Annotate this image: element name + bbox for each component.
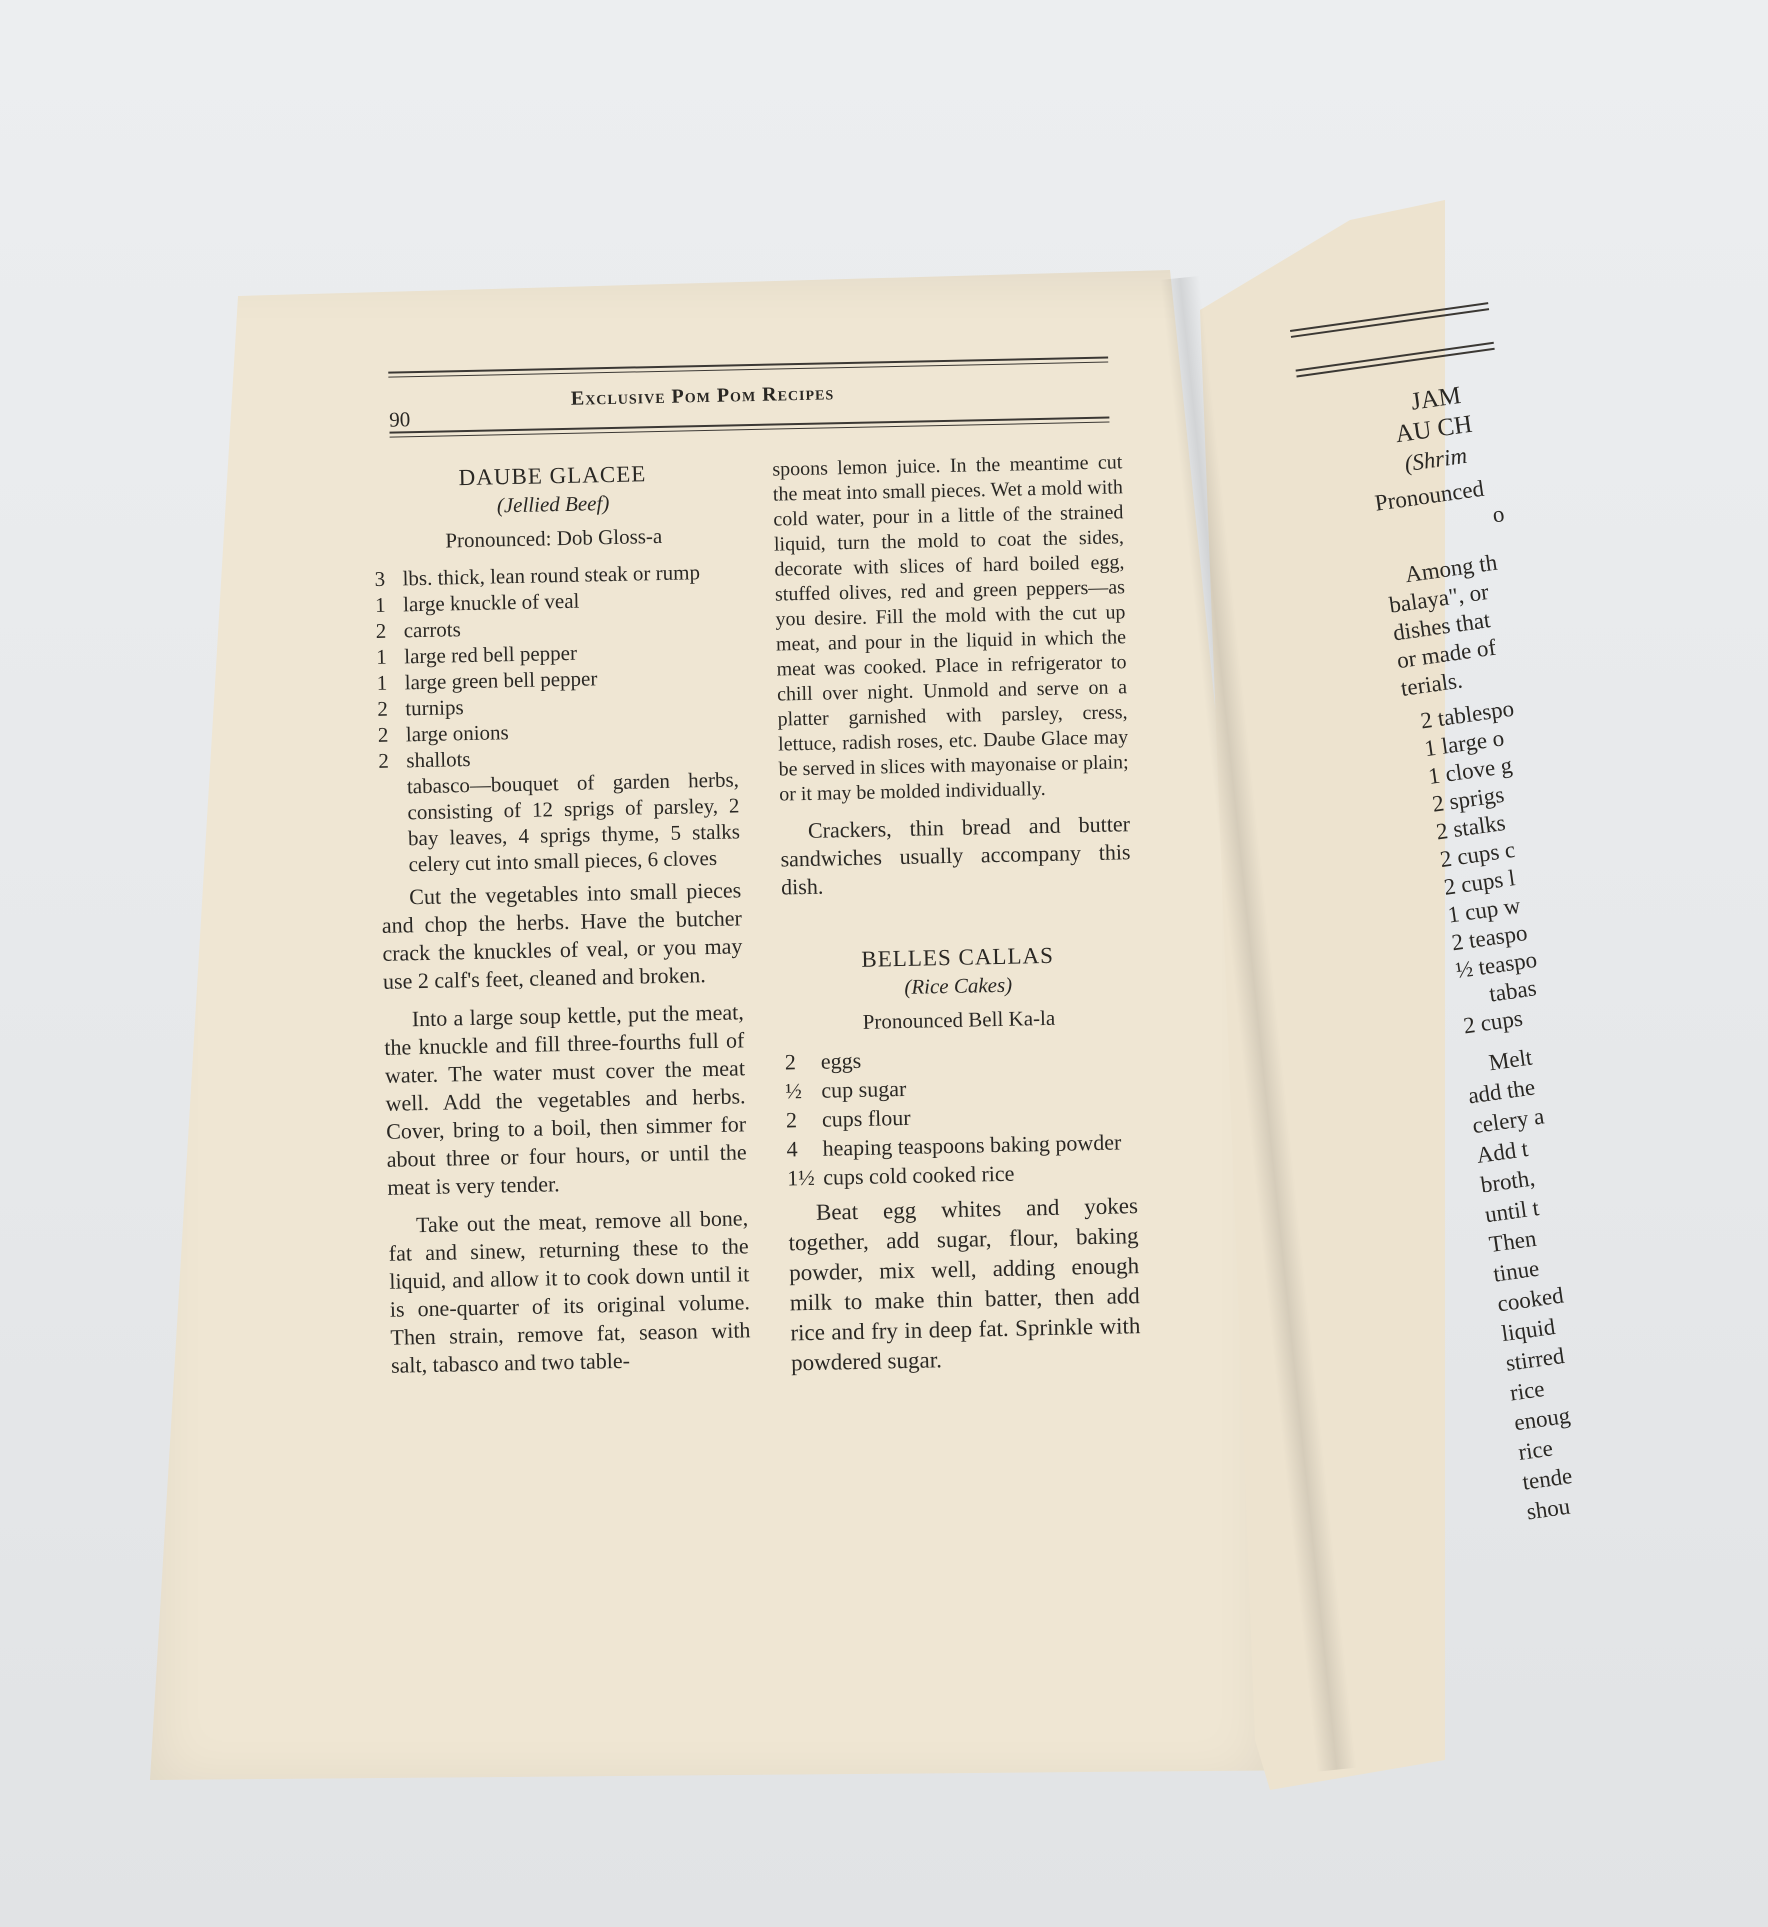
text-fragment: or made of xyxy=(1395,634,1498,674)
text-fragment: rice xyxy=(1516,1435,1555,1466)
recipe-title-fragment: JAM xyxy=(1409,382,1463,416)
ingredient-text: large red bell pepper xyxy=(403,640,578,669)
text-fragment: dishes that xyxy=(1391,607,1492,646)
ingredient-qty: 2 xyxy=(784,1049,797,1075)
pronunciation-fragment: o xyxy=(1490,501,1506,528)
text-fragment: terials. xyxy=(1399,667,1465,701)
instruction-paragraph: Into a large soup kettle, put the meat, the knuckle and fill three-fourths full of water. The water must cover the meat well. Add the vegetables and herbs. Cover, bring to a boil, then simmer for about three or four hours, or until the meat is very tender. xyxy=(384,999,747,1200)
text-fragment: balaya", or xyxy=(1387,579,1491,618)
ingredient-text: cup sugar xyxy=(821,1075,907,1103)
ingredient-qty: 3 xyxy=(374,566,386,591)
ingredient-qty: 2 xyxy=(378,748,390,773)
ingredient-qty: 2 xyxy=(375,618,387,643)
ingredient-text: large onions xyxy=(405,720,509,747)
header-rule xyxy=(1296,342,1494,372)
ingredient-text: cups cold cooked rice xyxy=(822,1160,1015,1190)
herbs-list: tabasco—bouquet of garden herbs, consisting of 12 sprigs of parsley, 2 bay leaves, 4 sprigs thyme, 5 stalks celery cut into small pieces, 6 cloves xyxy=(406,767,741,877)
ingredient-text: eggs xyxy=(820,1047,862,1074)
text-fragment: Add t xyxy=(1474,1135,1530,1168)
ingredient-text: large green bell pepper xyxy=(404,666,598,695)
ingredient-qty: 2 xyxy=(785,1107,798,1133)
text-fragment: rice xyxy=(1508,1376,1546,1406)
text-fragment: tinue xyxy=(1491,1255,1541,1287)
left-column xyxy=(372,452,751,1389)
instruction-paragraph: Take out the meat, remove all bone, fat and sinew, returning these to the liquid, and allow it to cook down until it is one-quarter of its original volume. Then strain, remove fat, season with salt, tabasco and two table- xyxy=(388,1205,751,1378)
ingredient-text: turnips xyxy=(405,695,464,721)
text-fragment: Then xyxy=(1487,1225,1538,1258)
running-head: Exclusive Pom Pom Recipes xyxy=(570,382,835,410)
page-number: 90 xyxy=(389,407,411,432)
ingredient-qty: 1 xyxy=(375,644,387,669)
ingredient-qty: 1 xyxy=(374,592,386,617)
header-rule-top xyxy=(388,357,1108,374)
instruction-paragraph: Cut the vegetables into small pieces and chop the herbs. Have the butcher crack the knuckles of veal, or you may use 2 calf's feet, cleaned and broken. xyxy=(381,877,743,994)
text-fragment: enoug xyxy=(1512,1402,1572,1436)
right-column xyxy=(772,444,1142,1388)
ingredient-qty: 1½ xyxy=(786,1164,815,1191)
ingredient-fragment: 2 sprigs xyxy=(1430,781,1506,817)
text-fragment: celery a xyxy=(1470,1103,1546,1139)
left-page-content xyxy=(370,344,1166,1590)
pronunciation-fragment: Pronounced xyxy=(1373,475,1486,516)
text-fragment: Among th xyxy=(1403,549,1499,588)
ingredient-fragment: tabas xyxy=(1487,975,1538,1007)
ingredient-fragment: 2 cups l xyxy=(1442,865,1517,900)
ingredient-fragment: 2 stalks xyxy=(1434,809,1507,845)
ingredient-fragment: 1 large o xyxy=(1422,725,1506,762)
header-rule-bottom xyxy=(390,417,1110,434)
text-fragment: until t xyxy=(1483,1195,1541,1228)
ingredient-text: shallots xyxy=(406,746,471,773)
text-fragment: tende xyxy=(1520,1463,1574,1495)
text-fragment: add the xyxy=(1466,1074,1537,1109)
ingredient-qty: 2 xyxy=(377,722,389,747)
ingredient-text: cups flour xyxy=(821,1104,911,1132)
ingredient-qty: ½ xyxy=(785,1078,803,1104)
ingredient-qty: 2 xyxy=(377,696,389,721)
pronunciation: Pronounced: Dob Gloss-a xyxy=(445,523,663,553)
instruction-paragraph: Crackers, thin bread and butter sandwiches usually accompany this dish. xyxy=(780,811,1131,900)
text-fragment: liquid xyxy=(1500,1313,1557,1347)
text-fragment: cooked xyxy=(1495,1282,1566,1317)
text-fragment: Melt xyxy=(1487,1044,1534,1076)
ingredient-qty: 4 xyxy=(786,1136,798,1162)
pronunciation: Pronounced Bell Ka-la xyxy=(862,1005,1056,1034)
recipe-title-fragment: AU CH xyxy=(1393,410,1474,449)
text-fragment: shou xyxy=(1525,1493,1572,1525)
recipe-subtitle: (Jellied Beef) xyxy=(496,491,610,518)
text-fragment: broth, xyxy=(1479,1165,1537,1198)
ingredient-text: lbs. thick, lean round steak or rump xyxy=(402,560,701,591)
ingredient-fragment: 2 cups xyxy=(1461,1005,1525,1039)
recipe-subtitle: (Rice Cakes) xyxy=(904,972,1013,999)
recipe-title-belles-callas: BELLES CALLAS xyxy=(861,942,1055,972)
ingredient-fragment: 1 cup w xyxy=(1446,892,1522,928)
ingredient-line xyxy=(787,1156,1138,1192)
recipe-subtitle-fragment: (Shrim xyxy=(1403,442,1469,477)
ingredient-qty: 1 xyxy=(376,670,388,695)
recipe-title-daube-glacee: DAUBE GLACEE xyxy=(458,461,647,491)
ingredient-text: heaping teaspoons baking powder xyxy=(822,1129,1122,1161)
ingredient-text: large knuckle of veal xyxy=(402,588,580,617)
header-rule xyxy=(1296,348,1494,378)
ingredient-fragment: ½ teaspo xyxy=(1454,946,1539,984)
instruction-paragraph: Beat egg whites and yokes together, add sugar, flour, baking powder, mix well, adding enough milk to make thin batter, then add rice and fry in deep fat. Sprinkle with powdered sugar. xyxy=(788,1193,1141,1376)
ingredient-fragment: 1 clove g xyxy=(1426,752,1514,789)
text-fragment: stirred xyxy=(1504,1342,1566,1376)
ingredient-fragment: 2 tablespo xyxy=(1418,695,1516,734)
ingredient-fragment: 2 cups c xyxy=(1438,836,1517,873)
instruction-paragraph: spoons lemon juice. In the meantime cut the meat into small pieces. Wet a mold with cold water, pour in a little of the strained liquid, turn the mold to coat the sides, decorate with slices of hard boiled egg, stuffed olives, red and green peppers—as you desire. Fill the mold with the cut up meat, and pour in the liquid in which the meat was cooked. Place in refrigerator to chill over night. Unmold and serve on a platter garnished with parsley, cress, lettuce, radish roses, etc. Daube Glace may be served in slices with mayonaise or plain; or it may be molded individually. xyxy=(772,451,1129,806)
ingredient-fragment: 2 teaspo xyxy=(1450,919,1529,956)
ingredient-text: carrots xyxy=(403,617,462,643)
